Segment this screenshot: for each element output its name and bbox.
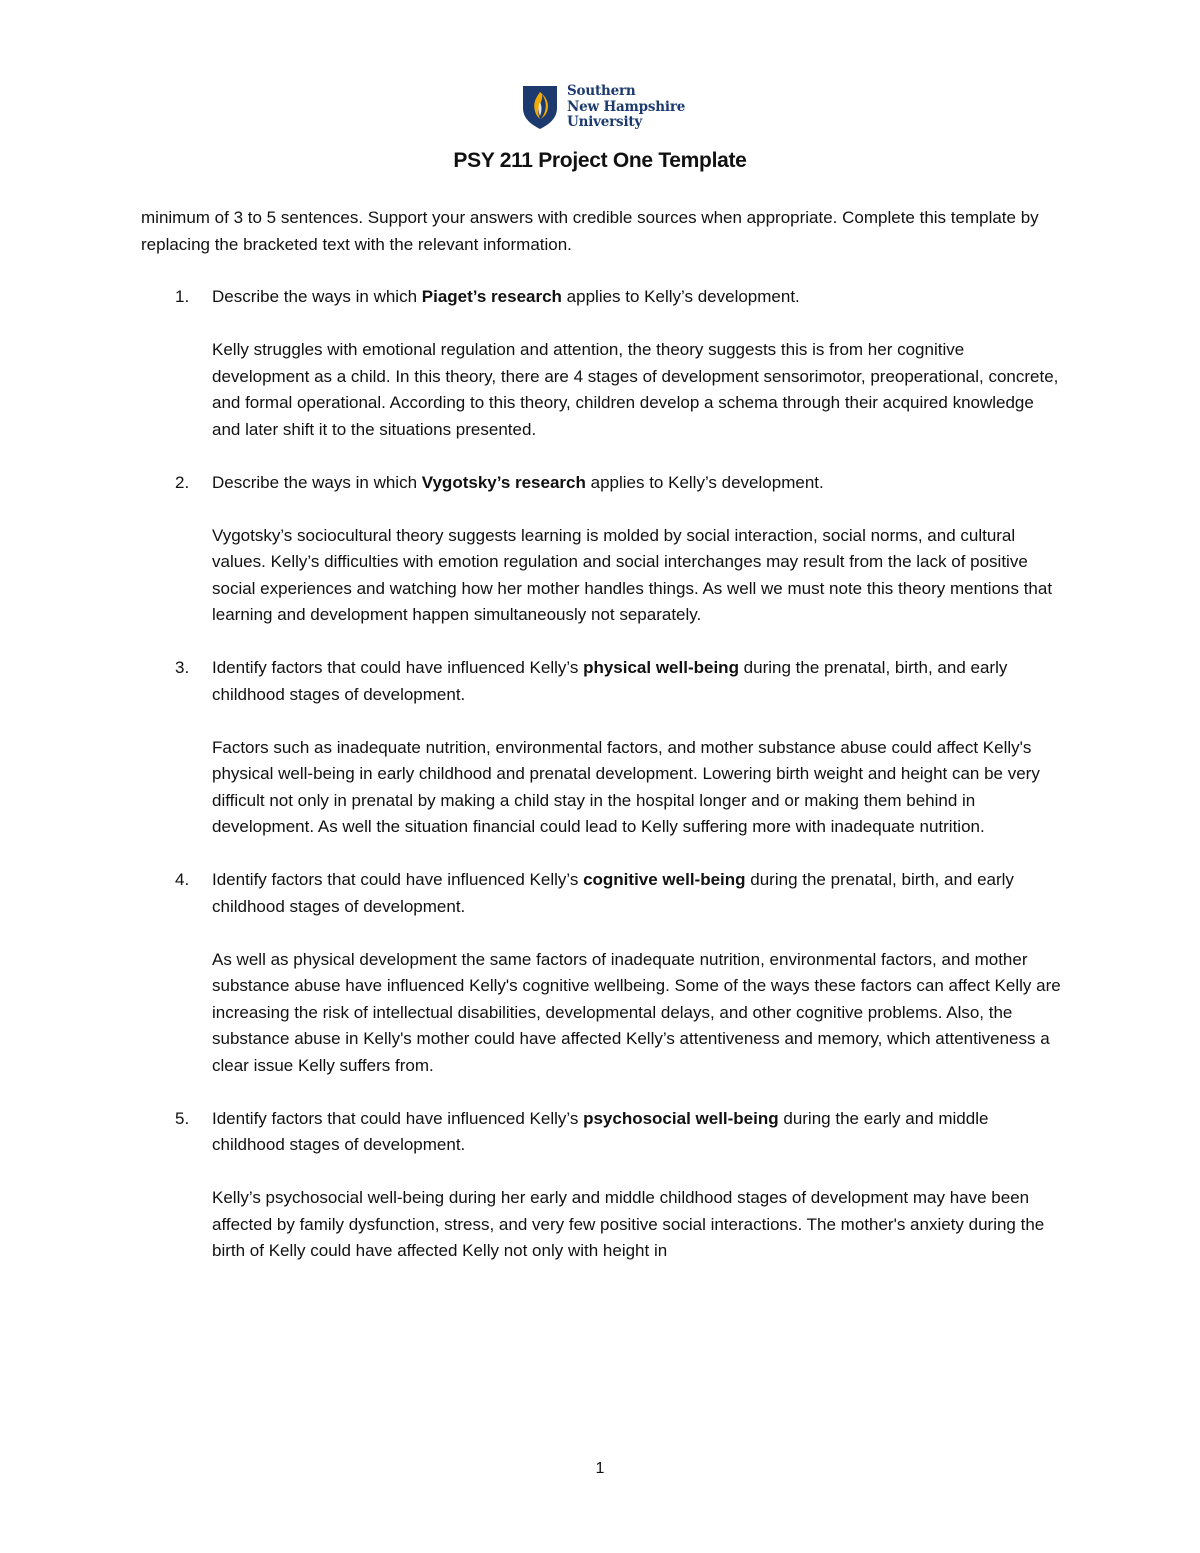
question-item [141,1106,1061,1265]
prompt-text: Describe the ways in which [212,472,422,492]
prompt-text: during the prenatal, birth, and early childhood stages of development. [212,658,1008,704]
page-number: 1 [595,1460,605,1477]
prompt-text: Identify factors that could have influenced Kelly’s [212,1108,584,1128]
prompt-emphasis: physical well-being [583,658,739,677]
question-prompt [212,655,1061,708]
question-prompt [212,867,1061,920]
question-prompt [212,1106,1061,1159]
question-prompt [212,284,1061,311]
question-item [141,655,1061,841]
prompt-text: Identify factors that could have influenced Kelly’s [212,870,584,889]
question-prompt [212,470,1061,497]
question-number: 3. [175,658,190,677]
question-number: 5. [175,1108,190,1128]
prompt-text: applies to Kelly’s development. [585,472,824,492]
logo-line-3: University [567,114,643,130]
question-number: 4. [175,870,190,889]
prompt-text: applies to Kelly’s development. [561,287,800,306]
answer-paragraph: Kelly struggles with emotional regulation and attention, the theory suggests this is from her cognitive development as a child. In this theory, there are 4 stages of development sensorimotor, preoperational, concrete, and formal operational. According to this theory, children develop a schema through their acquired knowledge and later shift it to the situations presented. [212,340,1059,439]
logo-line-2: New Hampshire [567,98,686,115]
answer-paragraph: Vygotsky’s sociocultural theory suggests learning is molded by social interaction, social norms, and cultural values. Kelly’s difficulties with emotion regulation and social interchanges may result from the lack of positive social experiences and watching how her mother handles things. As well we must note this theory mentions that learning and development happen simultaneously not separately. [212,525,1053,624]
prompt-emphasis: cognitive well-being [583,870,746,889]
prompt-emphasis: Piaget’s research [421,287,562,306]
answer-paragraph: Kelly’s psychosocial well-being during her early and middle childhood stages of development may have been affected by family dysfunction, stress, and very few positive social interactions. The mother's anxiety during the birth of Kelly could have affected Kelly not only with height in [212,1188,1045,1260]
question-number: 1. [175,287,190,306]
prompt-emphasis: Vygotsky’s research [421,472,586,492]
prompt-text: during the early and middle childhood stages of development. [212,1108,989,1154]
answer-paragraph: Factors such as inadequate nutrition, environmental factors, and mother substance abuse could affect Kelly's physical well-being in early childhood and prenatal development. Lowering birth weight and height can be very difficult not only in prenatal by making a child stay in the hospital longer and or making them behind in development. As well the situation financial could lead to Kelly suffering more with inadequate nutrition. [212,737,1040,836]
intro-paragraph: minimum of 3 to 5 sentences. Support your answers with credible sources when appropriate. Complete this template by replacing the bracketed text with the relevant information. [141,208,1039,254]
question-number: 2. [175,472,190,492]
question-item [141,470,1061,629]
answer-paragraph: As well as physical development the same factors of inadequate nutrition, environmental factors, and mother substance abuse have influenced Kelly's cognitive wellbeing. Some of the ways these factors can affect Kelly are increasing the risk of intellectual disabilities, developmental delays, and other cognitive problems. Also, the substance abuse in Kelly's mother could have affected Kelly’s attentiveness and memory, which attentiveness a clear issue Kelly suffers from. [212,949,1061,1075]
logo-wordmark [567,84,685,131]
prompt-text: Describe the ways in which [212,287,422,306]
question-item [141,284,1061,443]
prompt-emphasis: psychosocial well-being [583,1108,779,1128]
snhu-shield-icon [521,84,559,130]
university-logo [521,84,691,132]
question-item [141,867,1061,1079]
document-title: PSY 211 Project One Template [453,149,747,172]
prompt-text: Identify factors that could have influenced Kelly’s [212,658,584,677]
prompt-text: during the prenatal, birth, and early childhood stages of development. [212,870,1014,916]
question-list [141,284,1061,1291]
logo-line-1: Southern [567,83,636,99]
